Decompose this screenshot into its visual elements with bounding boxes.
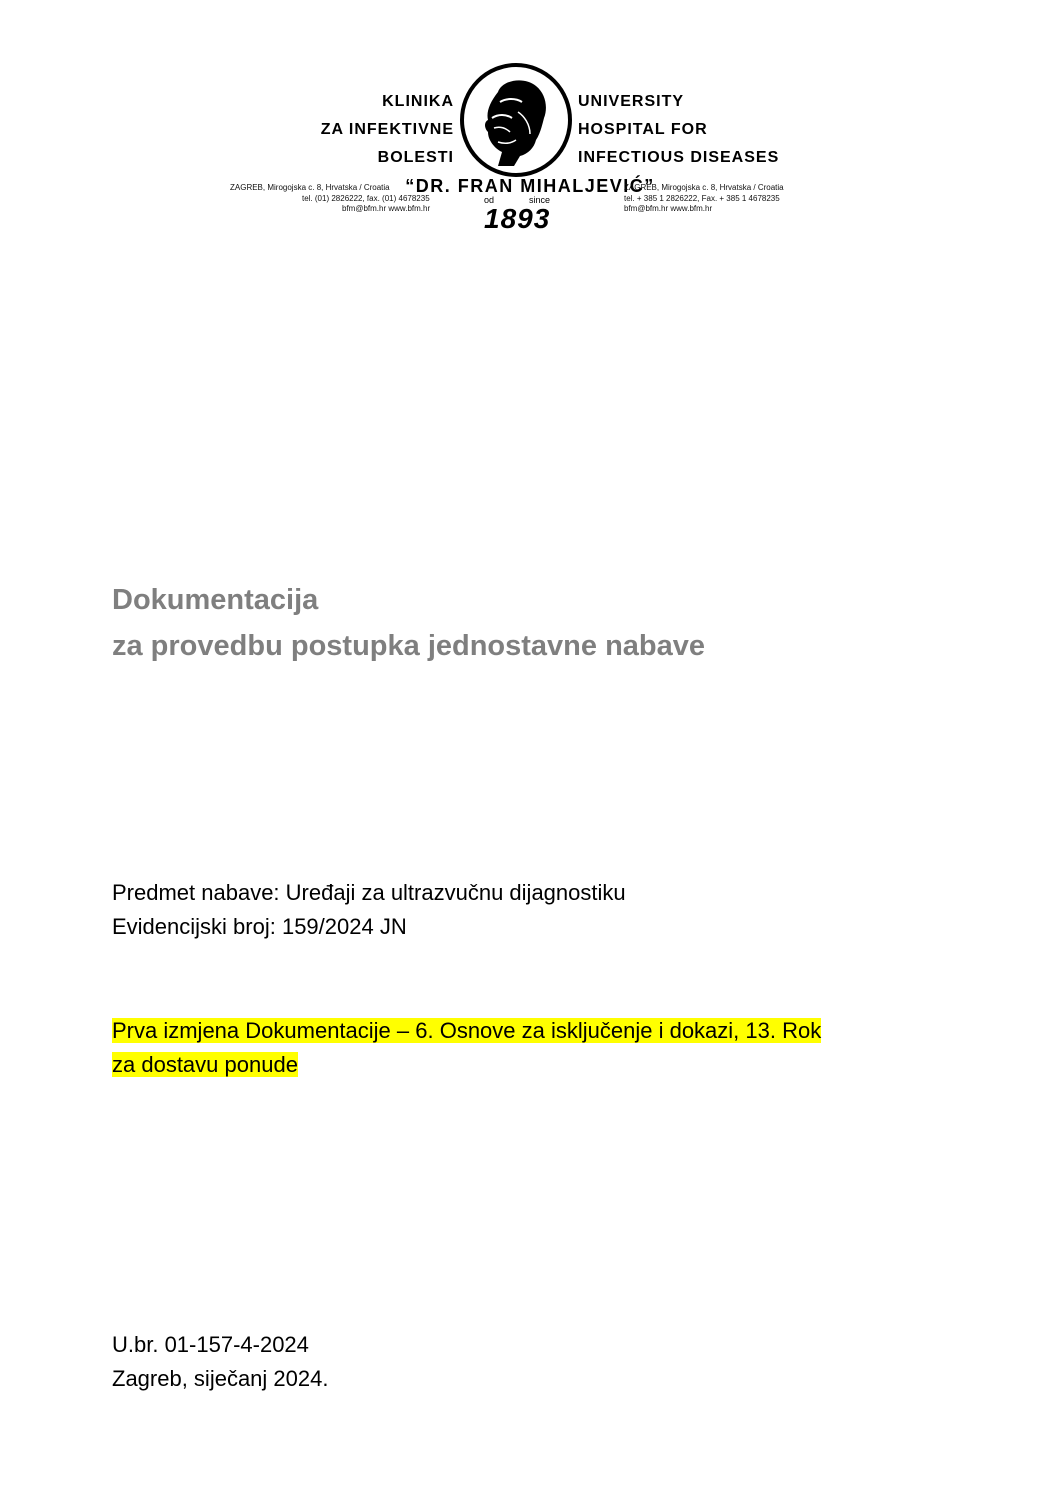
document-footer	[112, 1328, 328, 1396]
address-right-line-2: tel. + 385 1 2826222, Fax. + 385 1 4678235	[624, 193, 780, 203]
letterhead-right	[578, 88, 838, 172]
hospital-name: “DR. FRAN MIHALJEVIĆ”	[405, 176, 655, 196]
amendment-line-2: za dostavu ponude	[112, 1052, 298, 1077]
document-title	[112, 577, 705, 669]
procurement-subject	[112, 876, 626, 944]
address-right	[624, 183, 784, 215]
portrait-medallion-icon	[458, 62, 574, 178]
letterhead-left	[234, 88, 454, 172]
established-year: 1893	[484, 203, 551, 234]
address-left-line-3: bfm@bfm.hr www.bfm.hr	[342, 204, 431, 213]
address-right-line-1: ZAGREB, Mirogojska c. 8, Hrvatska / Croatia	[624, 183, 784, 192]
letterhead-left-line-2: ZA INFEKTIVNE	[320, 121, 454, 138]
address-left-line-2: tel. (01) 2826222, fax. (01) 4678235	[302, 193, 430, 203]
address-left	[230, 183, 430, 215]
address-left-line-1: ZAGREB, Mirogojska c. 8, Hrvatska / Croatia	[230, 183, 390, 192]
letterhead-left-line-1: KLINIKA	[382, 93, 454, 110]
letterhead-left-line-3: BOLESTI	[377, 149, 454, 166]
place-date: Zagreb, siječanj 2024.	[112, 1366, 329, 1391]
address-right-line-3: bfm@bfm.hr www.bfm.hr	[624, 204, 713, 213]
subject-line: Predmet nabave: Uređaji za ultrazvučnu dijagnostiku	[112, 880, 626, 905]
since-label: since	[528, 195, 550, 205]
amendment-note	[112, 1014, 942, 1082]
file-number: U.br. 01-157-4-2024	[112, 1332, 309, 1357]
letterhead-right-line-1: UNIVERSITY	[578, 93, 685, 110]
od-label: od	[484, 195, 495, 205]
letterhead-right-line-3: INFECTIOUS DISEASES	[578, 149, 780, 166]
amendment-line-1: Prva izmjena Dokumentacije – 6. Osnove za isključenje i dokazi, 13. Rok	[112, 1018, 822, 1043]
title-line-2: za provedbu postupka jednostavne nabave	[112, 630, 706, 662]
reference-number: Evidencijski broj: 159/2024 JN	[112, 914, 407, 939]
letterhead-right-line-2: HOSPITAL FOR	[578, 121, 708, 138]
title-line-1: Dokumentacija	[112, 584, 319, 616]
